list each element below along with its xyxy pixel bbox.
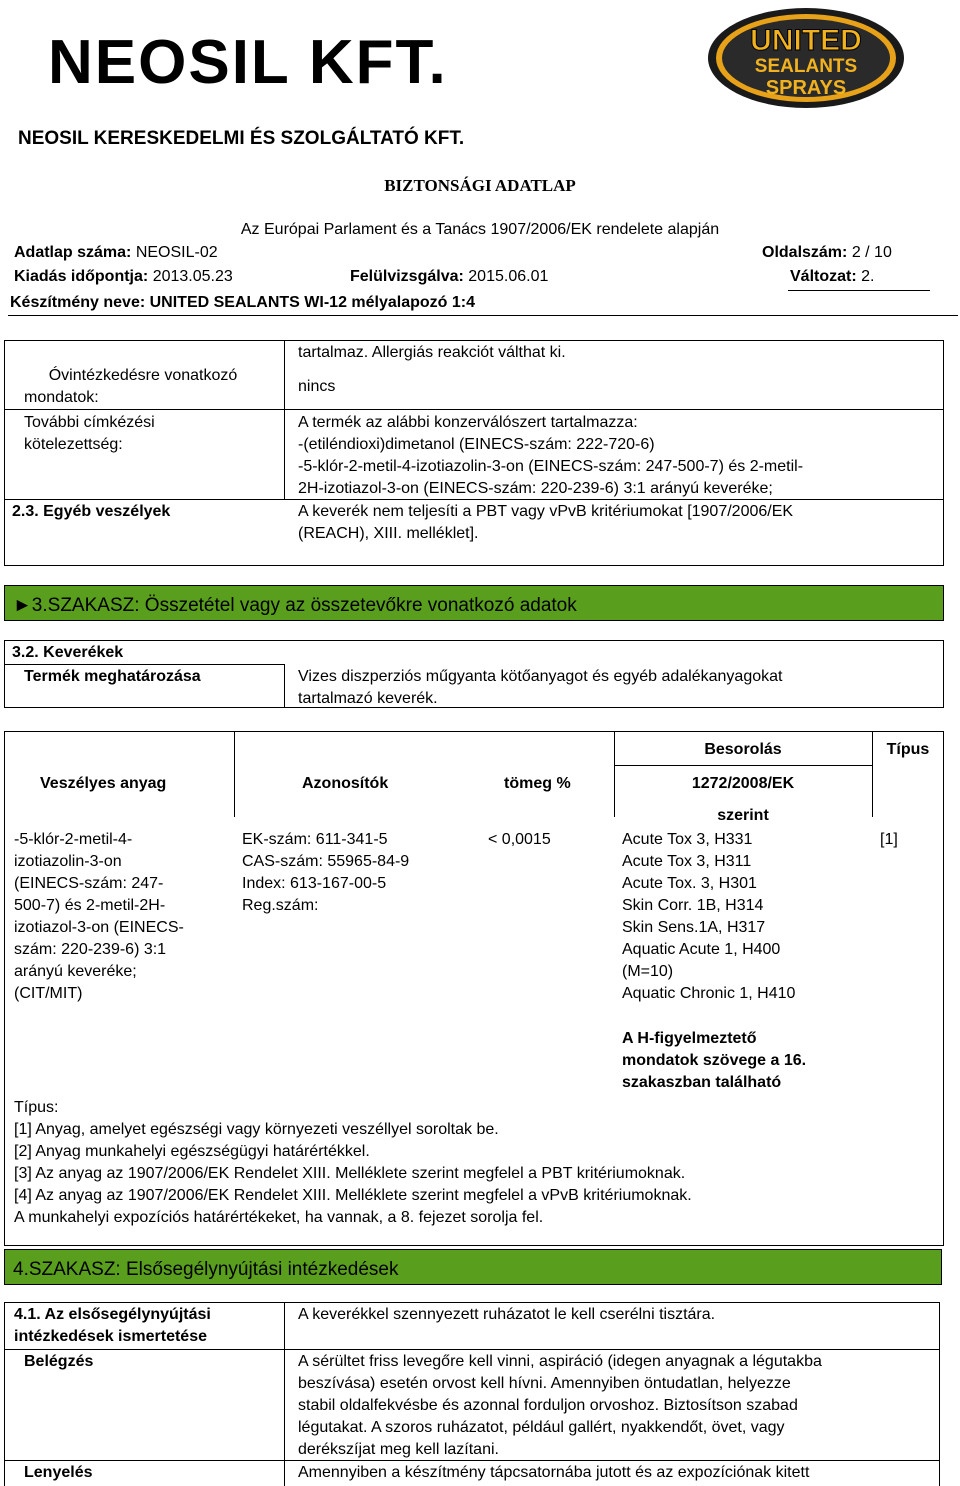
text-line: szám: 220-239-6) 3:1 xyxy=(14,941,167,958)
page-number: Oldalszám: 2 / 10 xyxy=(762,244,892,261)
badge-line-1: UNITED xyxy=(750,24,862,57)
col-identifiers: Azonosítók xyxy=(302,775,389,792)
type-footnotes xyxy=(14,1097,692,1229)
extra-label-2: kötelezettség: xyxy=(24,436,123,453)
inhalation-label: Belégzés xyxy=(24,1353,94,1370)
substance-cell xyxy=(14,829,184,1005)
text-line: [3] Az anyag az 1907/2006/EK Rendelet XIII. Melléklete szerint megfelel a PBT kritériumoknak. xyxy=(14,1165,686,1182)
classification-cell xyxy=(622,829,795,1005)
text-line: A keverék nem teljesíti a PBT vagy vPvB kritériumokat [1907/2006/EK xyxy=(298,503,794,520)
text-line: légutakat. A szoros ruházatot, például gallért, nyakkendőt, övet, vagy xyxy=(298,1419,785,1436)
text-line: (M=10) xyxy=(622,963,674,980)
product-definition-text xyxy=(298,666,782,710)
text-line: -(etiléndioxi)dimetanol (EINECS-szám: 222-720-6) xyxy=(298,436,655,453)
text-line: Index: 613-167-00-5 xyxy=(242,875,387,892)
ingestion-text: Amennyiben a készítmény tápcsatornába jutott és az expozíciónak kitett xyxy=(298,1464,810,1481)
first-aid-general: A keverékkel szennyezett ruházatot le kell cserélni tisztára. xyxy=(298,1306,716,1323)
issue-date: Kiadás időpontja: 2013.05.23 xyxy=(14,268,233,285)
col-substance: Veszélyes anyag xyxy=(40,775,167,792)
text-line: Acute Tox 3, H331 xyxy=(622,831,753,848)
precaution-label: Óvintézkedésre vonatkozó xyxy=(48,367,238,384)
text-line: Aquatic Chronic 1, H410 xyxy=(622,985,796,1002)
col-type: Típus xyxy=(886,741,930,758)
divider xyxy=(788,290,930,291)
text-line: Típus: xyxy=(14,1099,59,1116)
text-line: (REACH), XIII. melléklet]. xyxy=(298,525,479,542)
text-line: intézkedések ismertetése xyxy=(14,1328,207,1345)
text-line: [2] Anyag munkahelyi egészségügyi határértékkel. xyxy=(14,1143,370,1160)
text-line: -5-klór-2-metil-4-izotiazolin-3-on (EINECS-szám: 247-500-7) és 2-metil- xyxy=(298,458,804,475)
mixtures-subtitle: 3.2. Keverékek xyxy=(12,644,124,661)
precaution-label-2: mondatok: xyxy=(24,389,99,406)
united-sealants-logo xyxy=(706,6,906,110)
text-line: A sérültet friss levegőre kell vinni, aspiráció (idegen anyagnak a légutakba xyxy=(298,1353,822,1370)
inhalation-text xyxy=(298,1351,822,1461)
divider xyxy=(8,315,958,316)
text-line: [1] Anyag, amelyet egészségi vagy környezeti veszéllyel soroltak be. xyxy=(14,1121,499,1138)
divider xyxy=(284,1302,285,1486)
text-line: tartalmazó keverék. xyxy=(298,690,438,707)
first-aid-subtitle xyxy=(14,1304,211,1348)
text-line: 2H-izotiazol-3-on (EINECS-szám: 220-239-6) 3:1 arányú keveréke; xyxy=(298,480,773,497)
regulation: Az Európai Parlament és a Tanács 1907/2006/EK rendelete alapján xyxy=(240,221,720,238)
text-line: (EINECS-szám: 247- xyxy=(14,875,164,892)
other-hazards-label: 2.3. Egyéb veszélyek xyxy=(12,503,171,520)
col-classification: Besorolás xyxy=(704,741,782,758)
product-definition-label: Termék meghatározása xyxy=(24,668,201,685)
text-line: Acute Tox 3, H311 xyxy=(622,853,752,870)
doc-title: BIZTONSÁGI ADATLAP xyxy=(384,176,576,195)
text-line: A termék az alábbi konzerválószert tartalmazza: xyxy=(298,414,638,431)
text-line: Reg.szám: xyxy=(242,897,319,914)
text-line: Skin Sens.1A, H317 xyxy=(622,919,766,936)
text-line: szakaszban található xyxy=(622,1074,782,1091)
section2-line0: tartalmaz. Allergiás reakciót válthat ki. xyxy=(298,344,566,361)
text-line: -5-klór-2-metil-4- xyxy=(14,831,133,848)
section3-title: ►3.SZAKASZ: Összetétel vagy az összetevőkre vonatkozó adatok xyxy=(13,595,577,616)
divider xyxy=(4,409,944,410)
section3-header xyxy=(4,585,944,621)
text-line: arányú keveréke; xyxy=(14,963,137,980)
other-hazards-text xyxy=(298,501,793,545)
divider xyxy=(4,1349,940,1350)
h-statement-note xyxy=(622,1028,806,1094)
col-according: szerint xyxy=(717,807,769,824)
badge-line-2: SEALANTS xyxy=(754,56,858,77)
divider xyxy=(284,664,285,708)
divider xyxy=(4,664,284,665)
sheet-number: Adatlap száma: NEOSIL-02 xyxy=(14,244,218,261)
text-line: Skin Corr. 1B, H314 xyxy=(622,897,764,914)
type-cell: [1] xyxy=(880,831,898,848)
divider xyxy=(614,765,872,766)
divider xyxy=(234,731,235,817)
text-line: derékszíjat meg kell lazítani. xyxy=(298,1441,499,1458)
extra-label-1: További címkézési xyxy=(24,414,155,431)
text-line: stabil oldalfekvésbe és azonnal forduljon orvoshoz. Biztosítson szabad xyxy=(298,1397,798,1414)
text-line: CAS-szám: 55965-84-9 xyxy=(242,853,410,870)
text-line: EK-szám: 611-341-5 xyxy=(242,831,388,848)
text-line: A H-figyelmeztető xyxy=(622,1030,757,1047)
badge-line-3: SPRAYS xyxy=(765,77,847,99)
ingestion-label: Lenyelés xyxy=(24,1464,93,1481)
identifiers-cell xyxy=(242,829,409,917)
extra-lines xyxy=(298,412,803,500)
precaution-value: nincs xyxy=(298,378,336,395)
mass-cell: < 0,0015 xyxy=(488,831,551,848)
text-line: A munkahelyi expozíciós határértékeket, ha vannak, a 8. fejezet sorolja fel. xyxy=(14,1209,544,1226)
review-date: Felülvizsgálva: 2015.06.01 xyxy=(350,268,549,285)
text-line: beszívása) esetén orvost kell hívni. Amennyiben öntudatlan, helyezze xyxy=(298,1375,791,1392)
section4-title: 4.SZAKASZ: Elsősegélynyújtási intézkedések xyxy=(13,1259,399,1280)
text-line: Acute Tox. 3, H301 xyxy=(622,875,757,892)
divider xyxy=(284,340,285,500)
text-line: mondatok szövege a 16. xyxy=(622,1052,807,1069)
text-line: (CIT/MIT) xyxy=(14,985,83,1002)
company-name: NEOSIL KERESKEDELMI ÉS SZOLGÁLTATÓ KFT. xyxy=(18,128,465,149)
text-line: izotiazolin-3-on xyxy=(14,853,122,870)
product-name: Készítmény neve: UNITED SEALANTS WI-12 mélyalapozó 1:4 xyxy=(10,294,476,311)
text-line: Aquatic Acute 1, H400 xyxy=(622,941,781,958)
col-mass: tömeg % xyxy=(504,775,571,792)
col-regulation: 1272/2008/EK xyxy=(691,775,795,792)
text-line: izotiazol-3-on (EINECS- xyxy=(14,919,184,936)
text-line: Vizes diszperziós műgyanta kötőanyagot és egyéb adalékanyagokat xyxy=(298,668,783,685)
section4-header xyxy=(4,1249,942,1285)
version: Változat: 2. xyxy=(790,268,875,285)
text-line: 4.1. Az elsősegélynyújtási xyxy=(14,1306,211,1323)
text-line: 500-7) és 2-metil-2H- xyxy=(14,897,166,914)
text-line: [4] Az anyag az 1907/2006/EK Rendelet XIII. Melléklete szerint megfelel a vPvB kritériumoknak. xyxy=(14,1187,692,1204)
neosil-logo: NEOSIL KFT. xyxy=(48,28,448,97)
